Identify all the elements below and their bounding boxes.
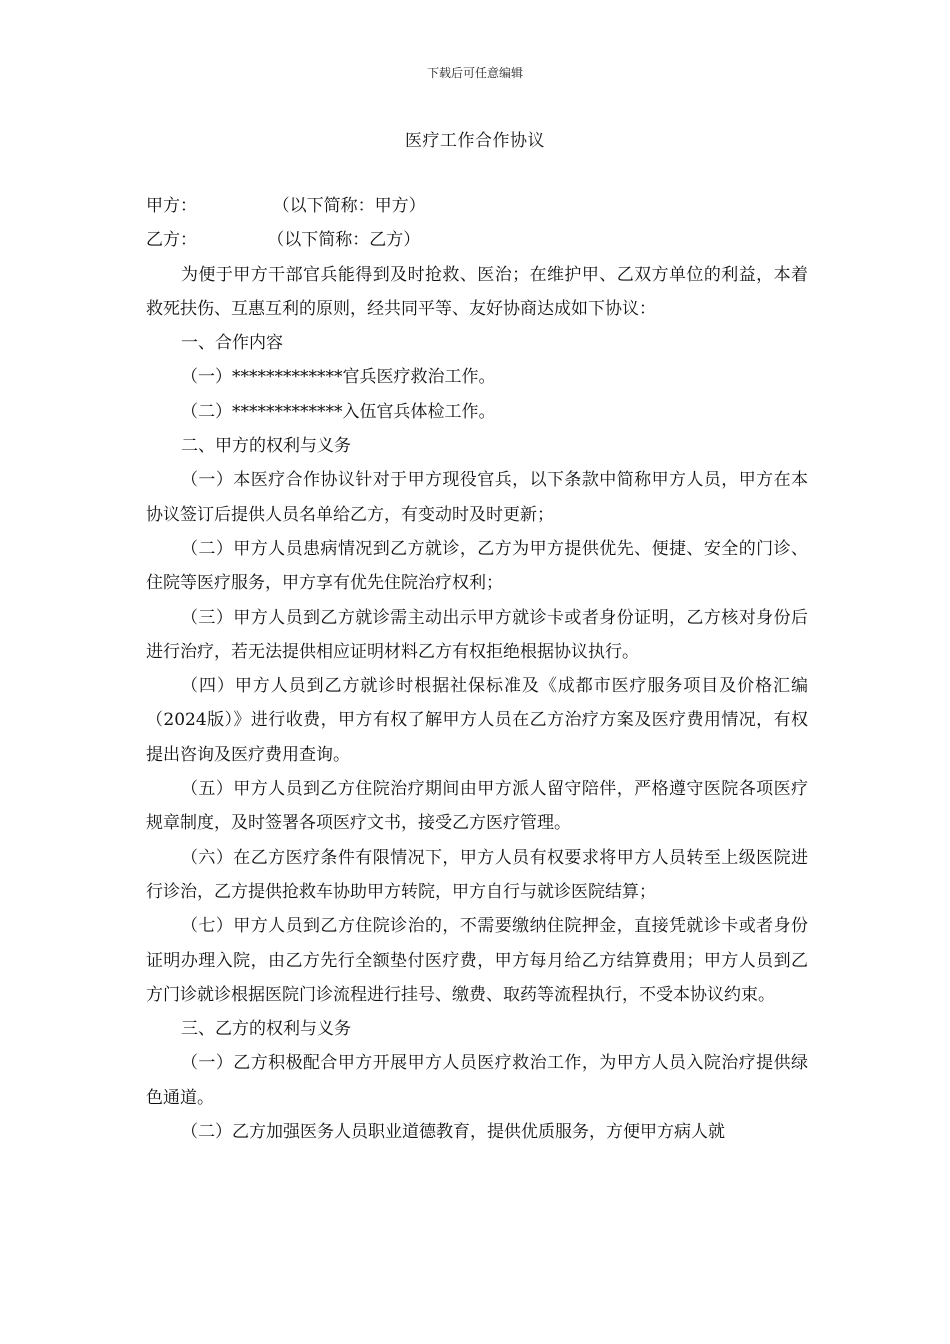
cooperation-item-1: （一）*************官兵医疗救治工作。 xyxy=(181,367,496,388)
party-a-clause-5: （五）甲方人员到乙方住院治疗期间由甲方派人留守陪伴，严格遵守医院各项医疗规章制度，及时签署各项医疗文书，接受乙方医疗管理。 xyxy=(146,779,808,834)
party-a-line: 甲方： （以下简称：甲方） xyxy=(146,196,426,216)
party-a-clause-3: （三）甲方人员到乙方就诊需主动出示甲方就诊卡或者身份证明，乙方核对身份后进行治疗，若无法提供相应证明材料乙方有权拒绝根据协议执行。 xyxy=(146,607,808,662)
party-b-clause-2: （二）乙方加强医务人员职业道德教育，提供优质服务，方便甲方病人就 xyxy=(181,1122,725,1143)
cooperation-item-2: （二）*************入伍官兵体检工作。 xyxy=(181,401,496,422)
party-a-clause-1: （一）本医疗合作协议针对于甲方现役官兵，以下条款中简称甲方人员，甲方在本协议签订后提供人员名单给乙方，有变动时及时更新； xyxy=(146,470,808,525)
party-b-line: 乙方： （以下简称：乙方） xyxy=(146,230,421,251)
party-a-clause-2: （二）甲方人员患病情况到乙方就诊，乙方为甲方提供优先、便捷、安全的门诊、住院等医疗服务，甲方享有优先住院治疗权利； xyxy=(146,538,808,594)
section-heading-party-b: 三、乙方的权利与义务 xyxy=(181,1019,351,1040)
document-body xyxy=(146,189,808,1149)
document-title: 医疗工作合作协议 xyxy=(405,131,545,151)
preamble-paragraph: 为便于甲方干部官兵能得到及时抢救、医治；在维护甲、乙双方单位的利益，本着救死扶伤、互惠互利的原则，经共同平等、友好协商达成如下协议： xyxy=(146,264,808,319)
party-b-clause-1: （一）乙方积极配合甲方开展甲方人员医疗救治工作，为甲方人员入院治疗提供绿色通道。 xyxy=(146,1053,808,1108)
party-a-clause-4: （四）甲方人员到乙方就诊时根据社保标准及《成都市医疗服务项目及价格汇编（2024版）》进行收费，甲方有权了解甲方人员在乙方治疗方案及医疗费用情况，有权提出咨询及医疗费用查询。 xyxy=(146,676,808,765)
section-heading-cooperation: 一、合作内容 xyxy=(181,333,283,354)
party-a-clause-6: （六）在乙方医疗条件有限情况下，甲方人员有权要求将甲方人员转至上级医院进行诊治，乙方提供抢救车协助甲方转院，甲方自行与就诊医院结算； xyxy=(146,847,808,902)
party-a-clause-7: （七）甲方人员到乙方住院诊治的，不需要缴纳住院押金，直接凭就诊卡或者身份证明办理入院，由乙方先行全额垫付医疗费，甲方每月给乙方结算费用；甲方人员到乙方门诊就诊根据医院门诊流程进行挂号、缴费、取药等流程执行，不受本协议约束。 xyxy=(146,916,808,1005)
header-note: 下载后可任意编辑 xyxy=(426,66,523,80)
section-heading-party-a: 二、甲方的权利与义务 xyxy=(181,436,351,457)
